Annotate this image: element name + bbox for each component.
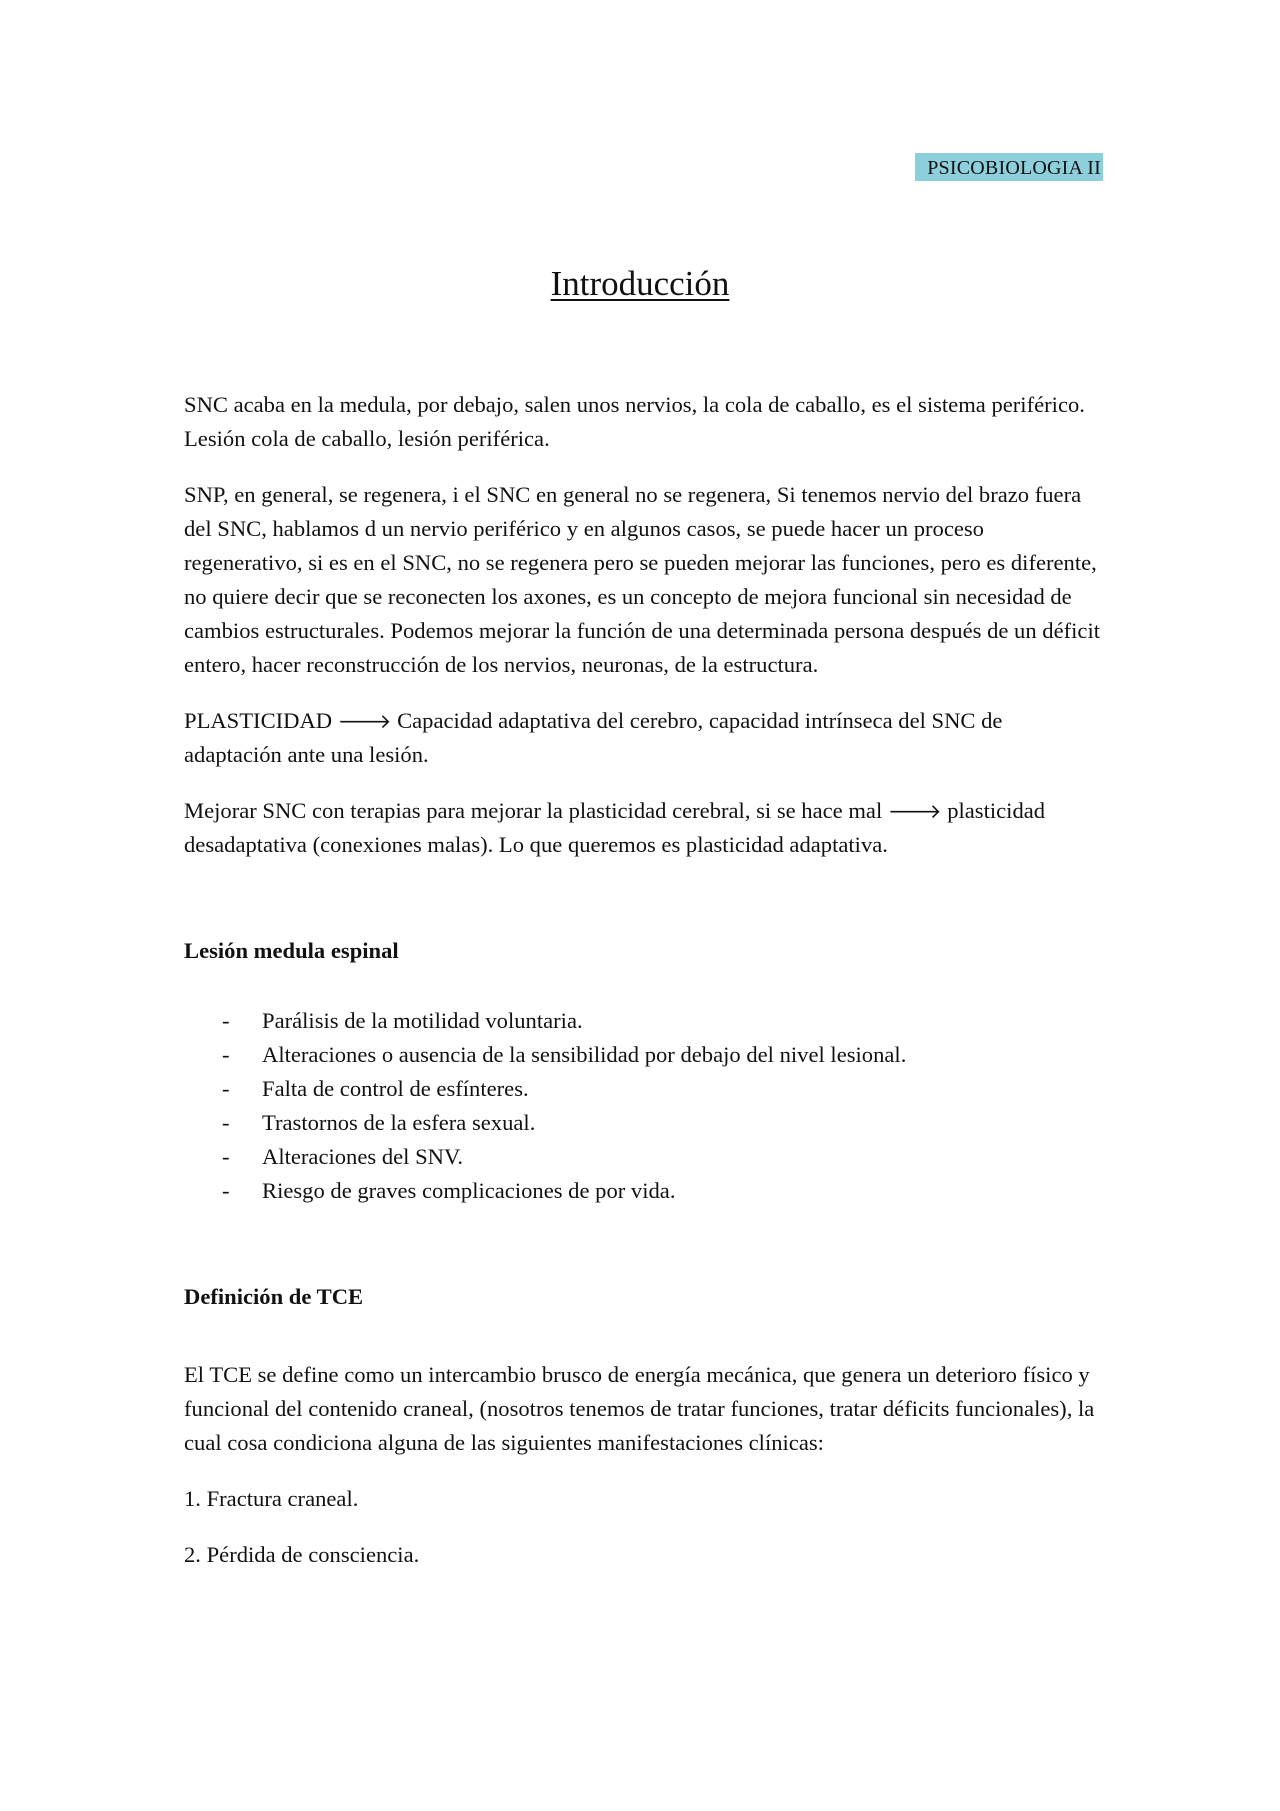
tce-definition-paragraph: El TCE se define como un intercambio brusco de energía mecánica, que genera un deterioro físico y funcional del contenido craneal, (nosotros tenemos de tratar funciones, tratar déficits funcionales), la cual cosa condiciona alguna de las siguientes manifestaciones clínicas: bbox=[184, 1362, 1095, 1455]
plasticity-definition: Capacidad adaptativa del cerebro, capacidad intrínseca del SNC de adaptación ante una lesión. bbox=[184, 708, 1003, 767]
list-item: - Riesgo de graves complicaciones de por vida. bbox=[184, 1174, 1104, 1208]
spinal-symptom-list bbox=[184, 1004, 1104, 1208]
list-bullet: - bbox=[222, 1076, 230, 1101]
right-arrow-icon: 🡒 bbox=[887, 799, 942, 823]
intro-paragraph-1: SNC acaba en la medula, por debajo, salen unos nervios, la cola de caballo, es el sistema periférico. Lesión cola de caballo, lesión periférica. bbox=[184, 392, 1085, 451]
plasticity-paragraph bbox=[184, 704, 1104, 772]
tce-list-item-2: 2. Pérdida de consciencia. bbox=[184, 1542, 420, 1567]
document-body bbox=[184, 388, 1104, 1594]
list-bullet: - bbox=[222, 1178, 230, 1203]
list-bullet: - bbox=[222, 1008, 230, 1033]
tce-section-heading: Definición de TCE bbox=[184, 1284, 364, 1309]
list-bullet: - bbox=[222, 1042, 230, 1067]
intro-paragraph-2: SNP, en general, se regenera, i el SNC en general no se regenera, Si tenemos nervio del brazo fuera del SNC, hablamos d un nervio periférico y en algunos casos, se puede hacer un proceso regenerativo, si es en el SNC, no se regenera pero se pueden mejorar las funciones, pero es diferente, no quiere decir que se reconecten los axones, es un concepto de mejora funcional sin necesidad de cambios estructurales. Podemos mejorar la función de una determinada persona después de un déficit entero, hacer reconstrucción de los nervios, neuronas, de la estructura. bbox=[184, 482, 1100, 677]
spinal-section-heading: Lesión medula espinal bbox=[184, 938, 399, 963]
subject-tag: PSICOBIOLOGIA II bbox=[915, 153, 1103, 181]
list-item: - Falta de control de esfínteres. bbox=[184, 1072, 1104, 1106]
list-item: - Alteraciones o ausencia de la sensibilidad por debajo del nivel lesional. bbox=[184, 1038, 1104, 1072]
therapy-text-end: plasticidad desadaptativa (conexiones malas). Lo que queremos es plasticidad adaptativa. bbox=[184, 798, 1046, 857]
tce-list-item-1: 1. Fractura craneal. bbox=[184, 1486, 359, 1511]
plasticity-term: PLASTICIDAD bbox=[184, 708, 333, 733]
therapy-paragraph bbox=[184, 794, 1104, 862]
list-bullet: - bbox=[222, 1144, 230, 1169]
list-bullet: - bbox=[222, 1110, 230, 1135]
list-item: - Alteraciones del SNV. bbox=[184, 1140, 1104, 1174]
right-arrow-icon: 🡒 bbox=[337, 709, 392, 733]
therapy-text-start: Mejorar SNC con terapias para mejorar la plasticidad cerebral, si se hace mal bbox=[184, 798, 883, 823]
list-item: - Parálisis de la motilidad voluntaria. bbox=[184, 1004, 1104, 1038]
list-item: - Trastornos de la esfera sexual. bbox=[184, 1106, 1104, 1140]
page-title: Introducción bbox=[550, 264, 730, 303]
